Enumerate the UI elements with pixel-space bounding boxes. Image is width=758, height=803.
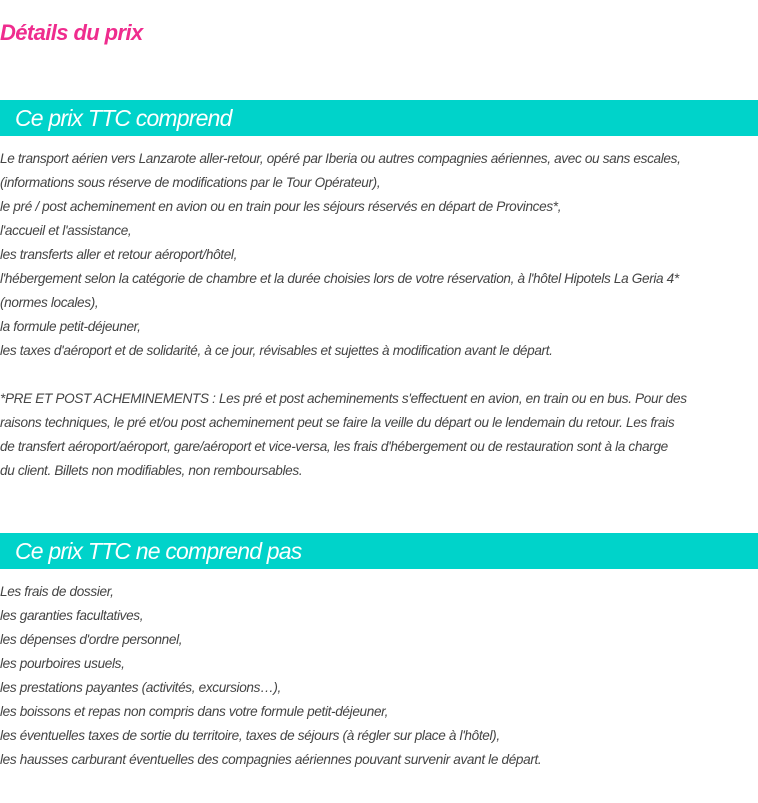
- included-item: le pré / post acheminement en avion ou en train pour les séjours réservés en départ de Provinces*,: [0, 199, 562, 214]
- excluded-heading: Ce prix TTC ne comprend pas: [0, 533, 758, 569]
- excluded-list: [0, 580, 758, 772]
- included-item: les taxes d'aéroport et de solidarité, à ce jour, révisables et sujettes à modification avant le départ.: [0, 343, 553, 358]
- included-item: (normes locales),: [0, 295, 99, 310]
- note-line: de transfert aéroport/aéroport, gare/aéroport et vice-versa, les frais d'hébergement ou de restauration sont à la charge: [0, 439, 668, 454]
- note-line: du client. Billets non modifiables, non remboursables.: [0, 463, 303, 478]
- included-list: [0, 147, 758, 363]
- acheminement-note: [0, 387, 758, 483]
- included-heading: Ce prix TTC comprend: [0, 100, 758, 136]
- excluded-item: les garanties facultatives,: [0, 608, 144, 623]
- included-item: la formule petit-déjeuner,: [0, 319, 141, 334]
- excluded-item: les hausses carburant éventuelles des compagnies aériennes pouvant survenir avant le départ.: [0, 752, 542, 767]
- excluded-item: les dépenses d'ordre personnel,: [0, 632, 183, 647]
- excluded-item: les prestations payantes (activités, excursions…),: [0, 680, 281, 695]
- note-line: *PRE ET POST ACHEMINEMENTS : Les pré et post acheminements s'effectuent en avion, en train ou en bus. Pour des: [0, 391, 687, 406]
- included-item: l'hébergement selon la catégorie de chambre et la durée choisies lors de votre réservation, à l'hôtel Hipotels La Geria 4*: [0, 271, 679, 286]
- included-item: les transferts aller et retour aéroport/hôtel,: [0, 247, 238, 262]
- page-title: Détails du prix: [0, 20, 143, 45]
- excluded-item: Les frais de dossier,: [0, 584, 114, 599]
- excluded-item: les pourboires usuels,: [0, 656, 125, 671]
- included-item: (informations sous réserve de modifications par le Tour Opérateur),: [0, 175, 381, 190]
- excluded-item: les éventuelles taxes de sortie du territoire, taxes de séjours (à régler sur place à l'hôtel),: [0, 728, 500, 743]
- included-item: l'accueil et l'assistance,: [0, 223, 132, 238]
- included-item: Le transport aérien vers Lanzarote aller-retour, opéré par Iberia ou autres compagnies aériennes, avec ou sans escales,: [0, 151, 681, 166]
- note-line: raisons techniques, le pré et/ou post acheminement peut se faire la veille du départ ou le lendemain du retour. Les frais: [0, 415, 675, 430]
- excluded-item: les boissons et repas non compris dans votre formule petit-déjeuner,: [0, 704, 389, 719]
